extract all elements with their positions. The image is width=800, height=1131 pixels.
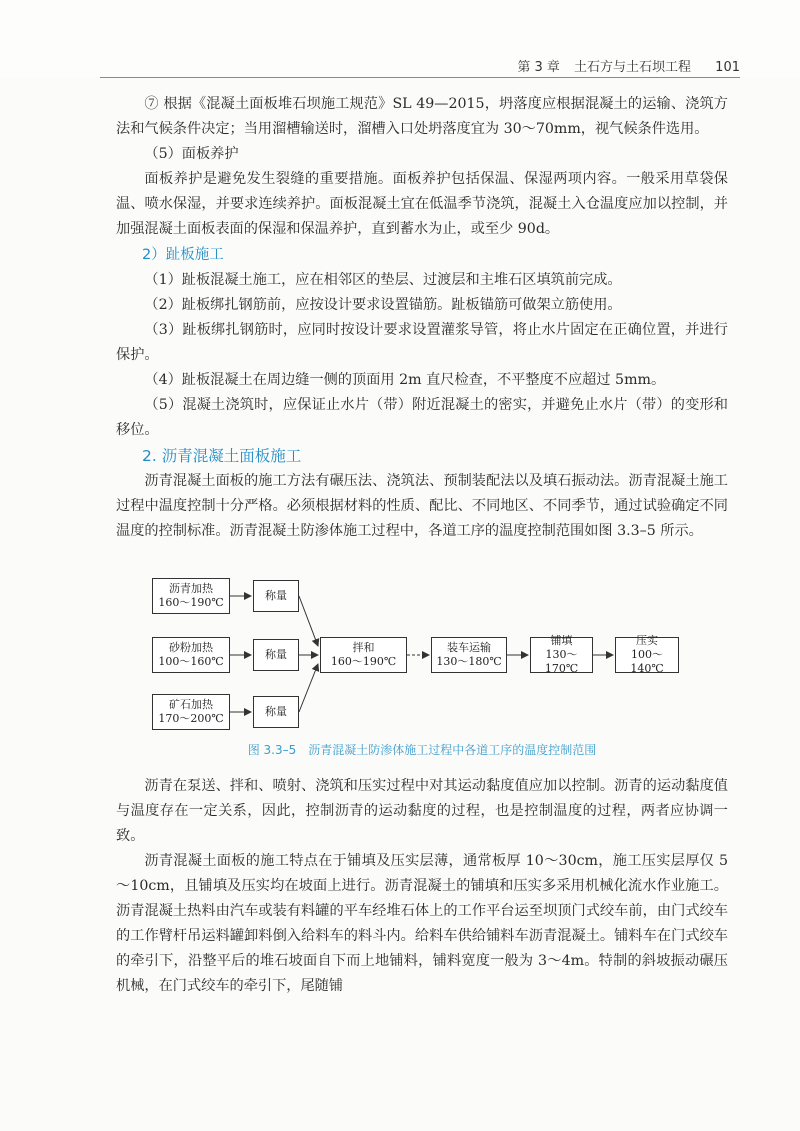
page-body bbox=[116, 92, 728, 999]
chapter-title: 土石方与土石坝工程 bbox=[574, 60, 692, 75]
spreading-box: 铺填 130～170℃ bbox=[530, 637, 593, 673]
figure-caption: 图 3.3–5 沥青混凝土防渗体施工过程中各道工序的温度控制范围 bbox=[247, 743, 597, 757]
paragraph-construction: 沥青混凝土面板的施工特点在于铺填及压实层薄，通常板厚 10～30cm，施工压实层厚仅 5～10cm，且铺填及压实均在坡面上进行。沥青混凝土的铺填和压实多采用机械化流水作业施工。沥青混凝土热料由汽车或装有料罐的平车经堆石体上的工作平台运至坝顶门式绞车前，由门式绞车的工作臂杆吊运料罐卸料倒入给料车的料斗内。给料车供给铺料车沥青混凝土。铺料车在门式绞车的牵引下，沿整平后的堆石坡面自下而上地铺料，铺料宽度一般为 3～4m。特制的斜坡振动碾压机械，在门式绞车的牵引下，尾随铺 bbox=[116, 853, 728, 994]
input-box-asphalt-heating: 沥青加热 160～190℃ bbox=[152, 578, 230, 614]
weigh-box: 称量 bbox=[253, 580, 299, 612]
weigh-box: 称量 bbox=[253, 639, 299, 671]
flow-diagram bbox=[116, 566, 728, 762]
paragraph-item-7: ⑦ 根据《混凝土面板堆石坝施工规范》SL 49—2015，坍落度应根据混凝土的运输、浇筑方法和气候条件决定；当用溜槽输送时，溜槽入口处坍落度宜为 30～70mm，视气候条件选用。 bbox=[116, 96, 728, 137]
list-item: （2）趾板绑扎钢筋前，应按设计要求设置锚筋。趾板锚筋可做架立筋使用。 bbox=[144, 297, 622, 313]
page-number: 101 bbox=[715, 60, 740, 75]
subheading-panel-curing: （5）面板养护 bbox=[144, 146, 239, 162]
list-item: （5）混凝土浇筑时，应保证止水片（带）附近混凝土的密实，并避免止水片（带）的变形和移位。 bbox=[116, 397, 728, 438]
section-heading-toe-slab: 2）趾板施工 bbox=[142, 247, 224, 263]
page-header bbox=[0, 0, 800, 78]
list-item: （1）趾板混凝土施工，应在相邻区的垫层、过渡层和主堆石区填筑前完成。 bbox=[144, 272, 622, 288]
section-heading-asphalt: 2. 沥青混凝土面板施工 bbox=[142, 447, 302, 465]
compaction-box: 压实 100～140℃ bbox=[615, 637, 679, 673]
input-box-aggregate-heating: 矿石加热 170～200℃ bbox=[152, 694, 230, 730]
weigh-box: 称量 bbox=[253, 696, 299, 728]
paragraph-asphalt-intro: 沥青混凝土面板的施工方法有碾压法、浇筑法、预制装配法以及填石振动法。沥青混凝土施工过程中温度控制十分严格。必须根据材料的性质、配比、不同地区、不同季节，通过试验确定不同温度的控制标准。沥青混凝土防渗体施工过程中，各道工序的温度控制范围如图 3.3–5 所示。 bbox=[116, 473, 728, 539]
paragraph-panel-curing: 面板养护是避免发生裂缝的重要措施。面板养护包括保温、保湿两项内容。一般采用草袋保温、喷水保湿，并要求连续养护。面板混凝土宜在低温季节浇筑，混凝土入仓温度应加以控制，并加强混凝土面板表面的保湿和保温养护，直到蓄水为止，或至少 90d。 bbox=[116, 171, 728, 237]
paragraph-viscosity: 沥青在泵送、拌和、喷射、浇筑和压实过程中对其运动黏度值应加以控制。沥青的运动黏度值与温度存在一定关系，因此，控制沥青的运动黏度的过程，也是控制温度的过程，两者应协调一致。 bbox=[116, 778, 728, 844]
list-item: （3）趾板绑扎钢筋时，应同时按设计要求设置灌浆导管，将止水片固定在正确位置，并进行保护。 bbox=[116, 322, 728, 363]
input-box-sand-powder-heating: 砂粉加热 100～160℃ bbox=[152, 637, 230, 673]
transport-box: 装车运输 130～180℃ bbox=[431, 637, 507, 673]
mixing-box: 拌和 160～190℃ bbox=[320, 637, 407, 673]
chapter-number: 第 3 章 bbox=[517, 60, 560, 75]
header-rule bbox=[100, 77, 740, 78]
running-head bbox=[517, 56, 740, 75]
list-item: （4）趾板混凝土在周边缝一侧的顶面用 2m 直尺检查，不平整度不应超过 5mm。 bbox=[144, 372, 666, 388]
